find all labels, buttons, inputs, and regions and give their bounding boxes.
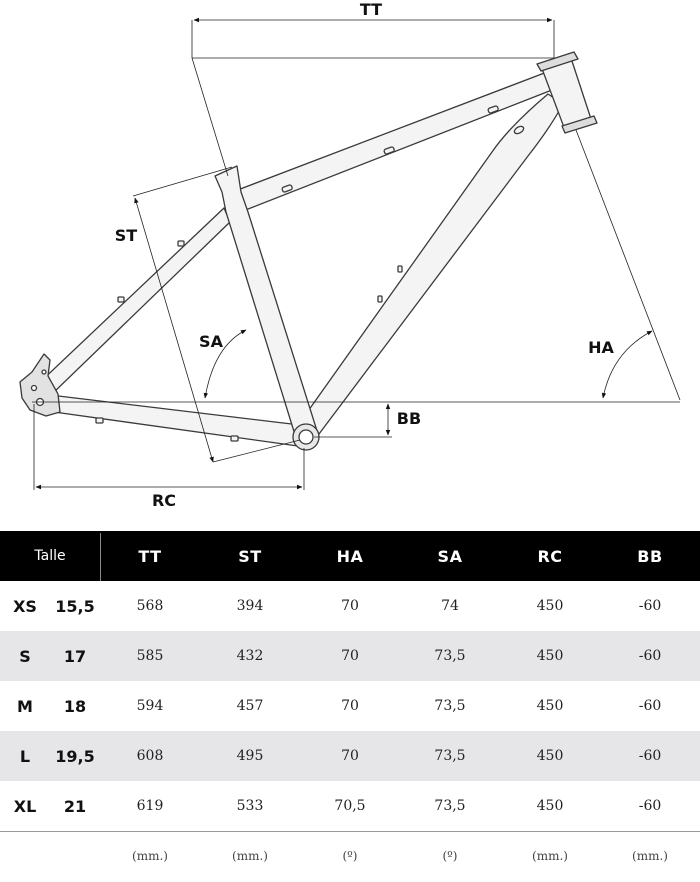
cell-ha: 70 [341,748,359,764]
size-column-header: Talle [34,548,66,564]
size-letter: M [17,696,33,716]
cell-tt: 594 [136,698,164,714]
label-sa: SA [199,332,223,351]
unit-ha: (º) [342,849,358,863]
column-header-st: ST [238,546,262,566]
unit-tt: (mm.) [132,849,168,863]
size-inch: 18 [63,696,87,716]
label-bb: BB [396,409,422,428]
cell-sa: 73,5 [434,798,466,814]
geometry-table [0,531,700,863]
cell-ha: 70,5 [334,798,366,814]
size-letter: XL [13,796,37,816]
label-rc: RC [151,491,177,510]
cell-tt: 608 [136,748,164,764]
cell-st: 432 [236,648,264,664]
cell-sa: 74 [441,598,459,614]
table-row [0,631,700,681]
cell-tt: 585 [136,648,164,664]
cell-bb: -60 [638,598,662,614]
cell-rc: 450 [536,698,564,714]
cell-bb: -60 [638,798,662,814]
size-letter: L [19,746,31,766]
cell-sa: 73,5 [434,648,466,664]
cell-bb: -60 [638,748,662,764]
header-separator [100,533,101,581]
seat-tube [215,166,318,438]
cell-rc: 450 [536,748,564,764]
column-header-tt: TT [138,546,162,566]
size-letter: XS [13,596,37,616]
table-row [0,731,700,781]
cell-ha: 70 [341,648,359,664]
cell-st: 533 [236,798,264,814]
cell-rc: 450 [536,598,564,614]
cell-sa: 73,5 [434,748,466,764]
cell-tt: 619 [136,798,164,814]
cell-tt: 568 [136,598,164,614]
down-tube [296,94,563,438]
unit-st: (mm.) [232,849,268,863]
column-header-sa: SA [437,546,463,566]
table-row [0,781,700,831]
table-row [0,581,700,631]
cell-st: 495 [236,748,264,764]
units-row [0,831,700,882]
size-inch: 19,5 [55,746,95,766]
table-header [0,531,700,581]
chain-stay [50,395,305,447]
size-inch: 15,5 [55,596,95,616]
cell-rc: 450 [536,798,564,814]
cell-sa: 73,5 [434,698,466,714]
size-inch: 21 [63,796,87,816]
table-row [0,681,700,731]
size-inch: 17 [63,646,87,666]
column-header-rc: RC [537,546,563,566]
cell-bb: -60 [638,648,662,664]
cell-ha: 70 [341,598,359,614]
unit-rc: (mm.) [532,849,568,863]
label-st: ST [114,226,138,245]
cell-bb: -60 [638,698,662,714]
column-header-ha: HA [336,546,364,566]
cell-ha: 70 [341,698,359,714]
unit-bb: (mm.) [632,849,668,863]
cell-rc: 450 [536,648,564,664]
label-ha: HA [588,338,614,357]
cell-st: 457 [236,698,264,714]
unit-sa: (º) [442,849,458,863]
bike-frame [20,52,597,450]
label-tt: TT [359,0,383,19]
column-header-bb: BB [637,546,663,566]
cell-st: 394 [236,598,264,614]
size-letter: S [19,646,31,666]
